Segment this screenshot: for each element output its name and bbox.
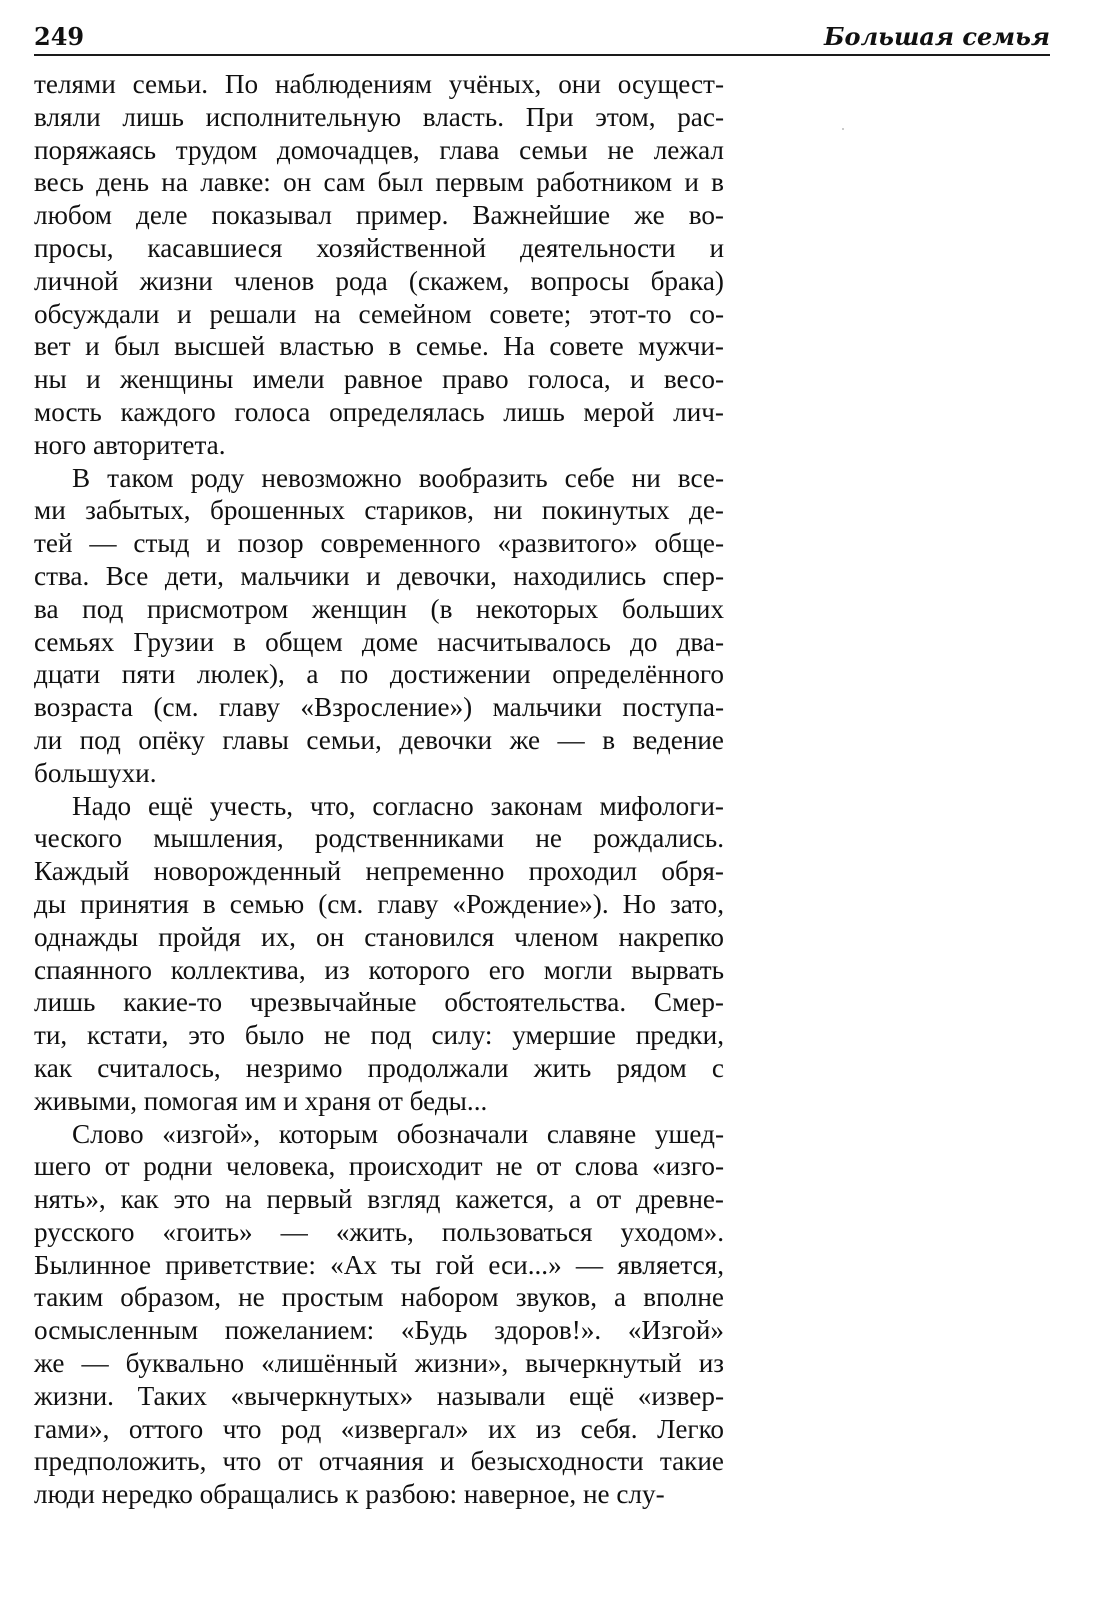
text-line: предположить, что от отчаяния и безысходности такие [34,1446,724,1477]
text-line: большухи. [34,757,157,788]
text-line: жизни. Таких «вычеркнутых» называли ещё «извер- [34,1380,724,1411]
text-line: ли под опёку главы семьи, девочки же — в ведение [34,724,724,755]
text-line: гами», оттого что род «извергал» их из себя. Легко [34,1413,724,1444]
text-line: Былинное приветствие: «Ах ты гой еси...» — является, [34,1249,724,1280]
text-line: ческого мышления, родственниками не рождались. [34,823,724,854]
text-line: живыми, помогая им и храня от беды... [34,1085,488,1116]
text-line: поряжаясь трудом домочадцев, глава семьи не лежал [34,134,724,165]
text-line: вляли лишь исполнительную власть. При этом, рас- [34,101,724,132]
text-line: таким образом, не простым набором звуков, а вполне [34,1282,724,1313]
scan-speck [842,128,844,130]
text-line: весь день на лавке: он сам был первым работником и в [34,167,724,198]
text-line: просы, касавшиеся хозяйственной деятельности и [34,232,724,263]
body-text [34,68,724,1511]
text-line: вет и был высшей властью в семье. На совете мужчи- [34,331,724,362]
text-line: люди нередко обращались к разбою: наверное, не слу- [34,1479,665,1510]
text-line: ти, кстати, это было не под силу: умершие предки, [34,1020,724,1051]
text-line: телями семьи. По наблюдениям учёных, они осущест- [34,69,724,99]
text-line: же — буквально «лишённый жизни», вычеркнутый из [34,1348,724,1379]
paragraph [34,1118,724,1512]
text-line: шего от родни человека, происходит не от слова «изго- [34,1151,724,1182]
text-line: спаянного коллектива, из которого его могли вырвать [34,954,724,985]
running-title: Большая семья [824,22,1050,51]
text-line: нять», как это на первый взгляд кажется, а от древне- [34,1184,724,1215]
page-number: 249 [34,22,85,51]
text-line: ва под присмотром женщин (в некоторых больших [34,593,724,624]
text-line: обсуждали и решали на семейном совете; этот-то со- [34,298,724,329]
text-line: В таком роду невозможно вообразить себе ни все- [72,462,724,493]
text-line: русского «гоить» — «жить, пользоваться уходом». [34,1216,724,1247]
text-line: ми забытых, брошенных стариков, ни покинутых де- [34,495,724,526]
text-line: возраста (см. главу «Взросление») мальчики поступа- [34,692,724,723]
text-line: осмысленным пожеланием: «Будь здоров!». «Изгой» [34,1315,724,1346]
text-line: ны и женщины имели равное право голоса, и весо- [34,364,724,395]
page-header [34,18,1050,56]
text-line: семьях Грузии в общем доме насчитывалось до два- [34,626,724,657]
text-line: мость каждого голоса определялась лишь мерой лич- [34,396,724,427]
text-line: ства. Все дети, мальчики и девочки, находились спер- [34,560,724,591]
text-line: личной жизни членов рода (скажем, вопросы брака) [34,265,724,296]
text-line: как считалось, незримо продолжали жить рядом с [34,1052,724,1083]
text-line: ного авторитета. [34,429,226,460]
paragraph [34,790,724,1118]
text-line: любом деле показывал пример. Важнейшие же во- [34,200,724,231]
text-line: лишь какие-то чрезвычайные обстоятельства. Смер- [34,987,724,1018]
text-line: однажды пройдя их, он становился членом накрепко [34,921,724,952]
paragraph [34,68,724,462]
text-line: тей — стыд и позор современного «развитого» обще- [34,528,724,559]
text-line: Надо ещё учесть, что, согласно законам мифологи- [72,790,724,821]
text-line: Каждый новорожденный непременно проходил обря- [34,856,724,887]
text-line: дцати пяти люлек), а по достижении определённого [34,659,724,690]
text-line: Слово «изгой», которым обозначали славяне ушед- [72,1118,724,1149]
text-line: ды принятия в семью (см. главу «Рождение»). Но зато, [34,888,724,919]
paragraph [34,462,724,790]
